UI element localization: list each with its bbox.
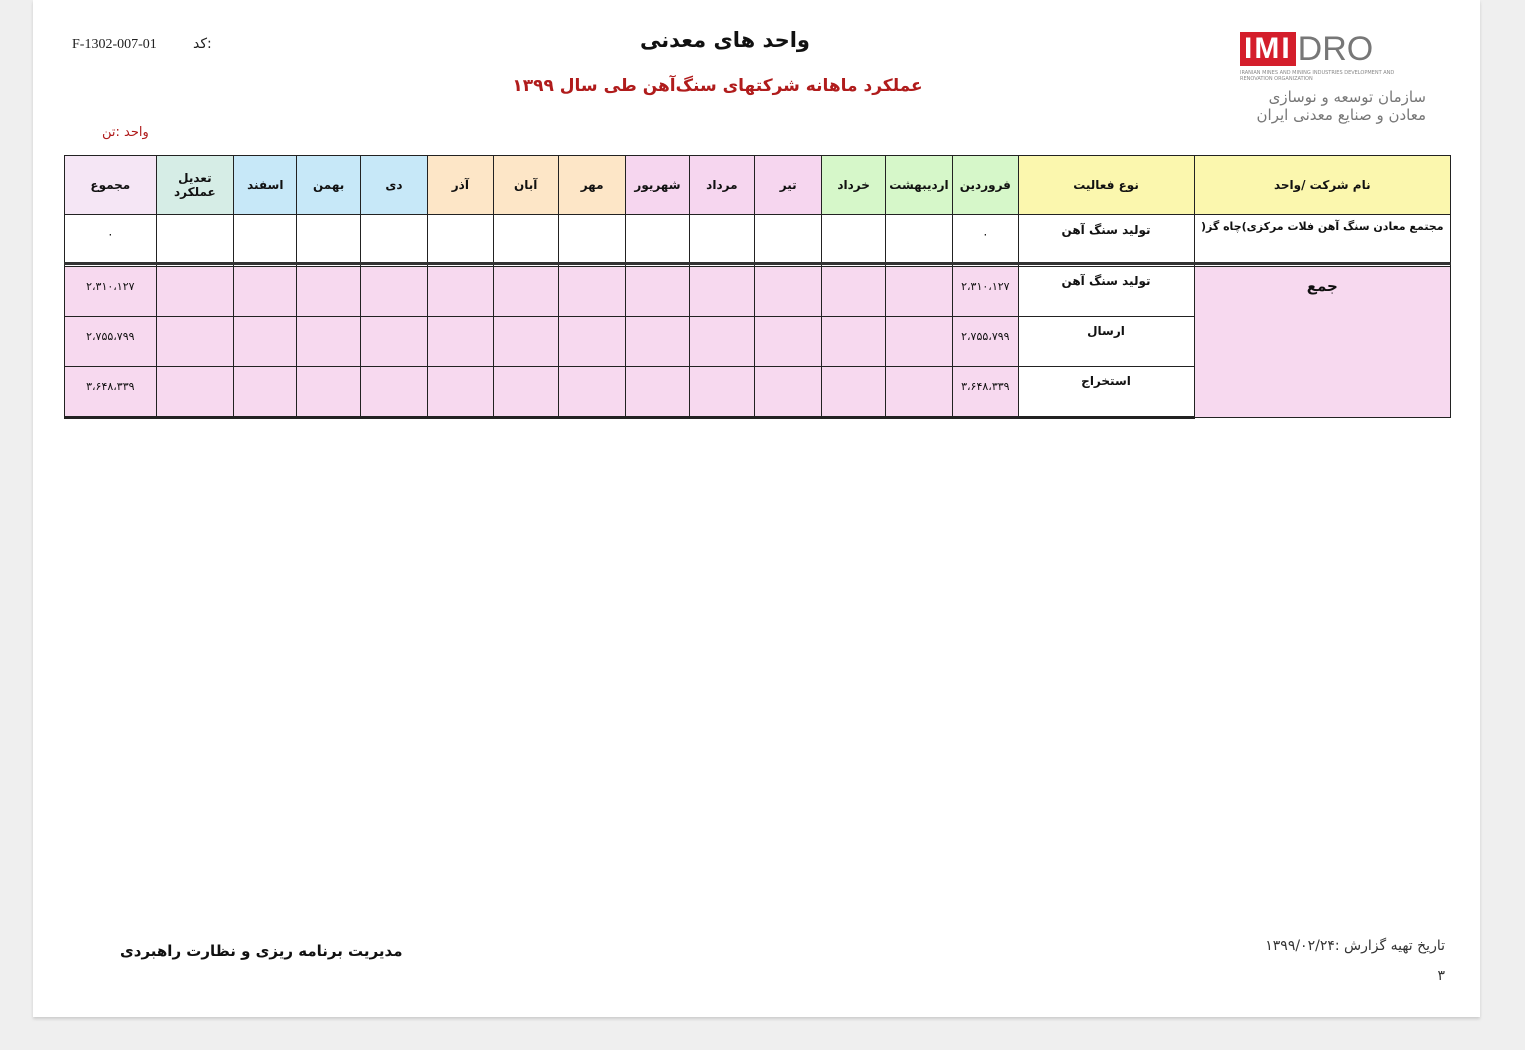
logo-persian-line1: سازمان توسعه و نوسازی bbox=[1268, 88, 1426, 106]
report-date: تاریخ تهیه گزارش :۱۳۹۹/۰۲/۲۴ bbox=[1265, 938, 1445, 954]
summary-table bbox=[64, 266, 1451, 419]
table-separator bbox=[64, 262, 1451, 265]
summary-total: ۳،۶۴۸،۳۳۹ bbox=[65, 367, 157, 418]
table-cell bbox=[234, 317, 297, 367]
summary-row bbox=[65, 267, 1451, 317]
summary-activity: تولید سنگ آهن bbox=[1018, 267, 1194, 317]
table-cell bbox=[360, 267, 427, 317]
header-company: نام شرکت /واحد bbox=[1194, 156, 1450, 215]
header-month: مهر bbox=[558, 156, 625, 215]
header-month: مرداد bbox=[689, 156, 754, 215]
page-title: واحد های معدنی bbox=[640, 28, 810, 52]
table-cell bbox=[428, 267, 493, 317]
summary-total: ۲،۳۱۰،۱۲۷ bbox=[65, 267, 157, 317]
logo-imi-text: IMI bbox=[1240, 32, 1296, 66]
total-value: ۰ bbox=[65, 215, 157, 275]
table-cell bbox=[297, 267, 360, 317]
table-cell bbox=[558, 367, 625, 418]
header-month: آبان bbox=[493, 156, 558, 215]
table-cell bbox=[822, 317, 885, 367]
logo-persian-line2: معادن و صنایع معدنی ایران bbox=[1256, 106, 1426, 124]
table-header-row bbox=[65, 156, 1451, 215]
farvardin-value: ۰ bbox=[953, 215, 1018, 275]
page-number: ۳ bbox=[1437, 968, 1445, 984]
table-cell bbox=[558, 317, 625, 367]
table-cell bbox=[626, 317, 689, 367]
header-month: بهمن bbox=[297, 156, 360, 215]
imidro-logo bbox=[1240, 30, 1430, 135]
logo-dro-text: DRO bbox=[1297, 30, 1374, 68]
table-cell bbox=[689, 367, 754, 418]
header-month: دی bbox=[360, 156, 427, 215]
table-cell bbox=[493, 367, 558, 418]
table-cell bbox=[558, 267, 625, 317]
company-name: مجتمع معادن سنگ آهن فلات مرکزی)چاه گز( bbox=[1194, 215, 1450, 275]
table-cell bbox=[297, 367, 360, 418]
table-cell bbox=[626, 367, 689, 418]
table-cell bbox=[755, 267, 822, 317]
table-cell bbox=[234, 367, 297, 418]
report-subtitle: عملکرد ماهانه شرکتهای سنگ‌آهن طی سال ۱۳۹۹ bbox=[512, 76, 923, 96]
header-month: اردیبهشت bbox=[885, 156, 952, 215]
unit-label: واحد :تن bbox=[102, 125, 149, 140]
logo-english-text: IRANIAN MINES AND MINING INDUSTRIES DEVELOPMENT AND RENOVATION ORGANIZATION bbox=[1240, 70, 1395, 82]
table-cell bbox=[493, 267, 558, 317]
table-cell bbox=[822, 267, 885, 317]
table-cell bbox=[360, 317, 427, 367]
summary-activity: استخراج bbox=[1018, 367, 1194, 418]
table-cell bbox=[156, 367, 233, 418]
table-cell bbox=[428, 317, 493, 367]
table-cell bbox=[493, 317, 558, 367]
activity-type: تولید سنگ آهن bbox=[1018, 215, 1194, 275]
header-total: مجموع bbox=[65, 156, 157, 215]
table-cell bbox=[755, 367, 822, 418]
department-name: مدیریت برنامه ریزی و نظارت راهبردی bbox=[120, 942, 403, 960]
table-cell bbox=[689, 267, 754, 317]
table-cell bbox=[156, 317, 233, 367]
header-activity: نوع فعالیت bbox=[1018, 156, 1194, 215]
header-adjustment: تعدیل عملکرد bbox=[156, 156, 233, 215]
table-cell bbox=[689, 317, 754, 367]
header-month: تیر bbox=[755, 156, 822, 215]
table-cell bbox=[885, 317, 952, 367]
performance-table bbox=[64, 155, 1451, 275]
form-code: F-1302-007-01 bbox=[72, 37, 157, 52]
table-cell bbox=[234, 267, 297, 317]
table-cell bbox=[428, 367, 493, 418]
header-month: شهریور bbox=[626, 156, 689, 215]
header-month: فروردین bbox=[953, 156, 1018, 215]
summary-activity: ارسال bbox=[1018, 317, 1194, 367]
table-cell bbox=[297, 317, 360, 367]
summary-farvardin: ۳،۶۴۸،۳۳۹ bbox=[953, 367, 1018, 418]
header-month: آذر bbox=[428, 156, 493, 215]
table-cell bbox=[360, 367, 427, 418]
table-cell bbox=[156, 267, 233, 317]
table-cell bbox=[822, 367, 885, 418]
header-month: خرداد bbox=[822, 156, 885, 215]
table-cell bbox=[885, 267, 952, 317]
summary-farvardin: ۲،۷۵۵،۷۹۹ bbox=[953, 317, 1018, 367]
table-cell bbox=[755, 317, 822, 367]
summary-label: جمع bbox=[1194, 267, 1450, 418]
code-label: کد: bbox=[193, 36, 212, 52]
logo-mark bbox=[1240, 30, 1430, 66]
table-cell bbox=[626, 267, 689, 317]
summary-total: ۲،۷۵۵،۷۹۹ bbox=[65, 317, 157, 367]
summary-farvardin: ۲،۳۱۰،۱۲۷ bbox=[953, 267, 1018, 317]
table-cell bbox=[885, 367, 952, 418]
header-month: اسفند bbox=[234, 156, 297, 215]
report-page bbox=[33, 0, 1480, 1017]
